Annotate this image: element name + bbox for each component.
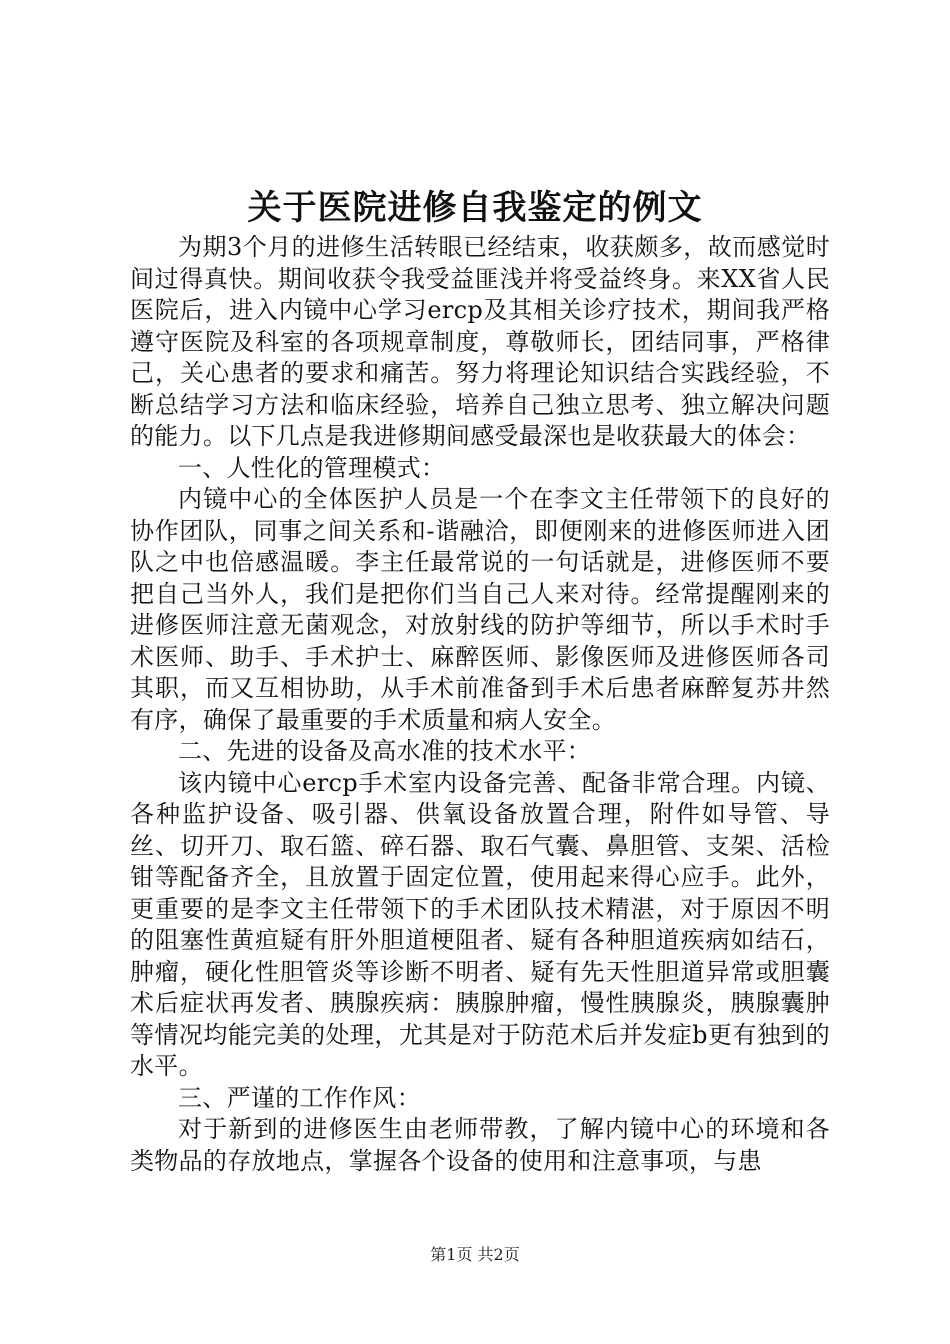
intro-paragraph: 为期3个月的进修生活转眼已经结束，收获颇多，故而感觉时间过得真快。期间收获令我受益匪浅并将受益终身。来XX省人民医院后，进入内镜中心学习ercp及其相关诊疗技术，期间我严格遵守医院及科室的各项规章制度，尊敬师长，团结同事，严格律己，关心患者的要求和痛苦。努力将理论知识结合实践经验，不断总结学习方法和临床经验，培养自己独立思考、独立解决问题的能力。以下几点是我进修期间感受最深也是收获最大的体会： (130, 233, 830, 450)
section-heading-1: 一、人性化的管理模式： (178, 453, 446, 482)
document-body (130, 232, 830, 1177)
section-2-paragraph: 该内镜中心ercp手术室内设备完善、配备非常合理。内镜、各种监护设备、吸引器、供氧设备放置合理，附件如导管、导丝、切开刀、取石篮、碎石器、取石气囊、鼻胆管、支架、活检钳等配备齐全，且放置于固定位置，使用起来得心应手。此外，更重要的是李文主任带领下的手术团队技术精湛，对于原因不明的阻塞性黄疸疑有肝外胆道梗阻者、疑有各种胆道疾病如结石，肿瘤，硬化性胆管炎等诊断不明者、疑有先天性胆道异常或胆囊术后症状再发者、胰腺疾病：胰腺肿瘤，慢性胰腺炎，胰腺囊肿等情况均能完美的处理，尤其是对于防范术后并发症b更有独到的水平。 (130, 768, 830, 1080)
document-title: 关于医院进修自我鉴定的例文 (247, 188, 703, 228)
section-3-paragraph: 对于新到的进修医生由老师带教，了解内镜中心的环境和各类物品的存放地点，掌握各个设备的使用和注意事项，与患 (130, 1115, 830, 1175)
section-1-paragraph: 内镜中心的全体医护人员是一个在李文主任带领下的良好的协作团队，同事之间关系和-谐融洽，即便刚来的进修医师进入团队之中也倍感温暖。李主任最常说的一句话就是，进修医师不要把自己当外人，我们是把你们当自己人来对待。经常提醒刚来的进修医师注意无菌观念，对放射线的防护等细节，所以手术时手术医师、助手、手术护士、麻醉医师、影像医师及进修医师各司其职，而又互相协助，从手术前准备到手术后患者麻醉复苏井然有序，确保了最重要的手术质量和病人安全。 (130, 485, 830, 734)
section-heading-3: 三、严谨的工作作风： (178, 1083, 421, 1112)
page-number-footer: 第1页 共2页 (430, 1245, 520, 1264)
section-heading-2: 二、先进的设备及高水准的技术水平： (178, 737, 592, 765)
